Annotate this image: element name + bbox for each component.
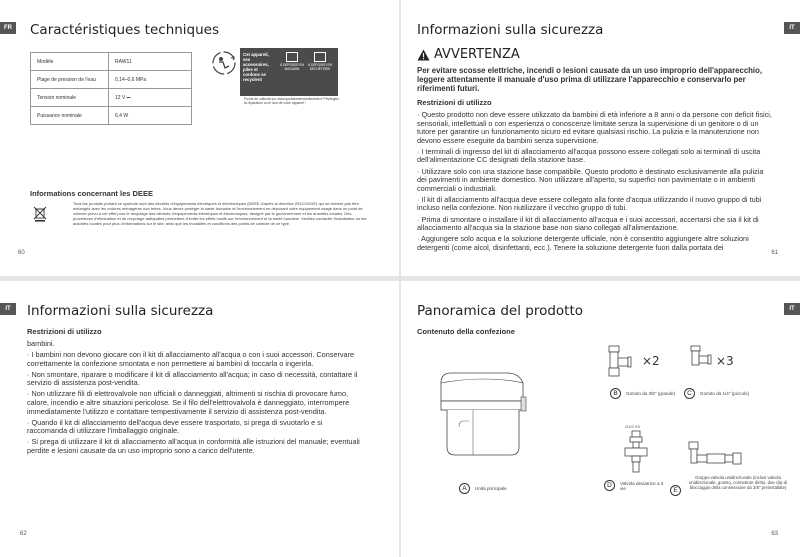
warning-triangle-icon — [417, 49, 430, 61]
table-row — [31, 53, 192, 71]
waste-center-icon — [314, 52, 326, 62]
page-62 — [0, 281, 399, 557]
specs-table — [30, 52, 192, 125]
part-b-quantity: ×2 — [642, 354, 660, 368]
list-item: · Il kit di allacciamento all'acqua deve essere collegato alla fonte d'acqua utilizzando il nuovo gruppo di tubi incluso nella confezione. Non riutilizzare il vecchio gruppo di tubi. — [417, 194, 762, 213]
part-c-quantity: ×3 — [716, 354, 734, 368]
spec-value: 12 V ⎓ — [109, 89, 192, 107]
diverter-valve-illustration — [623, 430, 649, 474]
restrictions-list — [27, 340, 363, 458]
spec-label: Modèle — [31, 53, 109, 71]
spec-label: Puissance nominale — [31, 107, 109, 125]
warning-heading: AVVERTENZA — [417, 47, 520, 62]
spec-label: Plage de pression de l'eau — [31, 71, 109, 89]
page-title: Panoramica del prodotto — [417, 303, 584, 319]
waste-center-drop-off: À DÉPOSER EN DÉCHÈTERIE — [308, 52, 332, 71]
part-d-label: D Valvola deviatrice a 3 vie — [604, 480, 670, 492]
page-number: 61 — [771, 250, 778, 256]
page-61 — [401, 0, 800, 276]
restrictions-list — [417, 111, 773, 255]
list-item: · Non smontare, riparare o modificare il kit di allacciamento all'acqua; in caso di necessità, contattare il servizio di assistenza post-vendita. — [27, 369, 358, 388]
language-tab: IT — [784, 22, 800, 34]
part-letter: C — [684, 388, 695, 399]
thread-marking: G1/2 X3 — [625, 424, 640, 429]
deee-heading: Informations concernant les DEEE — [30, 189, 153, 198]
part-b-label: B Gomito da 3/8" (grande) — [610, 388, 675, 399]
spec-value: 0,14–0,6 MPa — [109, 71, 192, 89]
list-item: · Si prega di utilizzare il kit di allacciamento all'acqua in conformità alle istruzioni del manuale; eventuali perdite e lesioni causate da un uso improprio sono a carico dell'utente. — [27, 437, 360, 456]
triman-logo-icon — [210, 48, 238, 78]
list-item: bambini. — [27, 339, 55, 348]
deee-paragraph: Tous les produits portant ce symbole sont des déchets d'équipements électriques et électroniques (DEEE d'après la directive 2012/19/UE) qui ne doivent pas être mélangés avec les ordures ménagères non triées. Vous devez protéger la santé humaine et l'environnement en déposant votre équipement usagé dans un point de collecte prévu à cet effet pour le recyclage des déchets d'équipements électriques et électroniques, désigné par le gouvernement et les autorités locales. Des procédures d'élimination et de recyclage adéquates permettent d'éviter les effets nocifs sur l'environnement et la santé humaine. Veuillez contacter l'installateur ou les autorités locales pour plus d'informations sur le site, ainsi que les modalités et conditions des points de collecte de ce type. — [73, 201, 367, 226]
part-letter: D — [604, 480, 615, 491]
recycle-statement: Cet appareil, ses accessoires, piles et cordons se recyclent — [243, 52, 269, 82]
table-row — [31, 107, 192, 125]
page-title: Informazioni sulla sicurezza — [27, 303, 214, 319]
one-way-valve-assembly-illustration — [687, 439, 743, 471]
page-60 — [0, 0, 399, 276]
page-63 — [401, 281, 800, 557]
warning-lead: Per evitare scosse elettriche, incendi o lesioni causate da un uso improprio dell'apparecchio, leggere attentamente il manuale d'uso prima di utilizzare l'apparecchio e conservarlo per riferimenti futuri. — [417, 66, 763, 93]
part-letter: A — [459, 483, 470, 494]
spec-label: Tension nominale — [31, 89, 109, 107]
triman-info-box — [240, 48, 338, 96]
small-elbow-illustration — [687, 344, 713, 374]
section-subheading: Contenuto della confezione — [417, 327, 515, 336]
list-item: · Quando il kit di allacciamento dell'acqua deve essere trasportato, si prega di svuotarlo e si raccomanda di utilizzare l'imballaggio originale. — [27, 417, 323, 436]
list-item: · Utilizzare solo con una stazione base compatibile. Questo prodotto è destinato esclusivamente alla pulizia dei pavimenti in ambiente domestico. Non utilizzare all'aperto, su superfici non pavimentate o in ambienti commerciali o industriali. — [417, 166, 764, 193]
spec-value: 6,4 W — [109, 107, 192, 125]
table-row — [31, 89, 192, 107]
large-elbow-illustration — [607, 344, 633, 380]
part-a-label: A Unità principale — [459, 483, 507, 494]
list-item: · Non utilizzare fili di elettrovalvole non ufficiali o danneggiati, altrimenti si rischia di provocare fumo, calore, incendio e altre situazioni pericolose. Se il filo dell'elettrovalvola è danneggiato, interrompere immediatamente l'utilizzo e contattare tempestivamente il servizio di assistenza post-vendita. — [27, 389, 350, 416]
language-tab: IT — [0, 303, 16, 315]
list-item: · I terminali di ingresso del kit di allacciamento all'acqua possono essere collegati solo ai terminali di uscita dell'alimentazione CC designati della stazione base. — [417, 146, 761, 165]
page-title: Informazioni sulla sicurezza — [417, 22, 604, 38]
list-item: · Questo prodotto non deve essere utilizzato da bambini di età inferiore a 8 anni o da persone con deficit fisici, sensoriali, intellettuali o con esperienza o conoscenze limitate senza la supervisione di un genitore o di un tutore per garantire un funzionamento sicuro ed evitare qualsiasi rischio. La pulizia e la manutenzione non devono essere eseguite da bambini senza supervisione. — [417, 110, 772, 145]
page-title: Caractéristiques techniques — [30, 22, 220, 38]
part-e-label: E Gruppo valvola unidirezionale (inclusi valvola unidirezionale, gomito, connettore diritto, due clip di bloccaggio della connessione da 3/8" preinstallate) — [670, 475, 790, 496]
spec-value: RAW11 — [109, 53, 192, 71]
language-tab: FR — [0, 22, 16, 34]
table-row — [31, 71, 192, 89]
part-letter: B — [610, 388, 621, 399]
store-icon — [286, 52, 298, 62]
language-tab: IT — [784, 303, 800, 315]
crossed-bin-icon — [33, 206, 47, 222]
collection-note: Points de collecte sur www.quefairedemesdechets.fr Privilégiez la réparation ou le don de votre appareil ! — [244, 97, 339, 106]
list-item: · I bambini non devono giocare con il kit di allacciamento all'acqua o con i suoi accessori. Conservare correttamente la confezione smontata e non permettere ai bambini di toccarla o ingerirla. — [27, 350, 355, 368]
page-number: 60 — [18, 250, 25, 256]
page-number: 62 — [20, 531, 27, 537]
list-item: · Prima di smontare o installare il kit di allacciamento all'acqua e i suoi accessori, accertarsi che sia il kit di allacciamento all'acqua sia la stazione base non siano collegati all'alimentazione. — [417, 214, 759, 233]
section-subheading: Restrizioni di utilizzo — [417, 98, 492, 107]
section-subheading: Restrizioni di utilizzo — [27, 327, 102, 336]
list-item: · Aggiungere solo acqua e la soluzione detergente ufficiale, non è consentito aggiungere altre soluzioni detergenti (come alcol, disinfettanti, ecc.). Tenere la soluzione detergente fuori dalla portata dei — [417, 234, 749, 252]
page-number: 63 — [771, 531, 778, 537]
store-drop-off: À DÉPOSER EN MAGASIN — [280, 52, 304, 71]
part-letter: E — [670, 485, 681, 496]
part-c-label: C Gomito da 1/4" (piccolo) — [684, 388, 749, 399]
main-unit-illustration — [433, 365, 533, 465]
